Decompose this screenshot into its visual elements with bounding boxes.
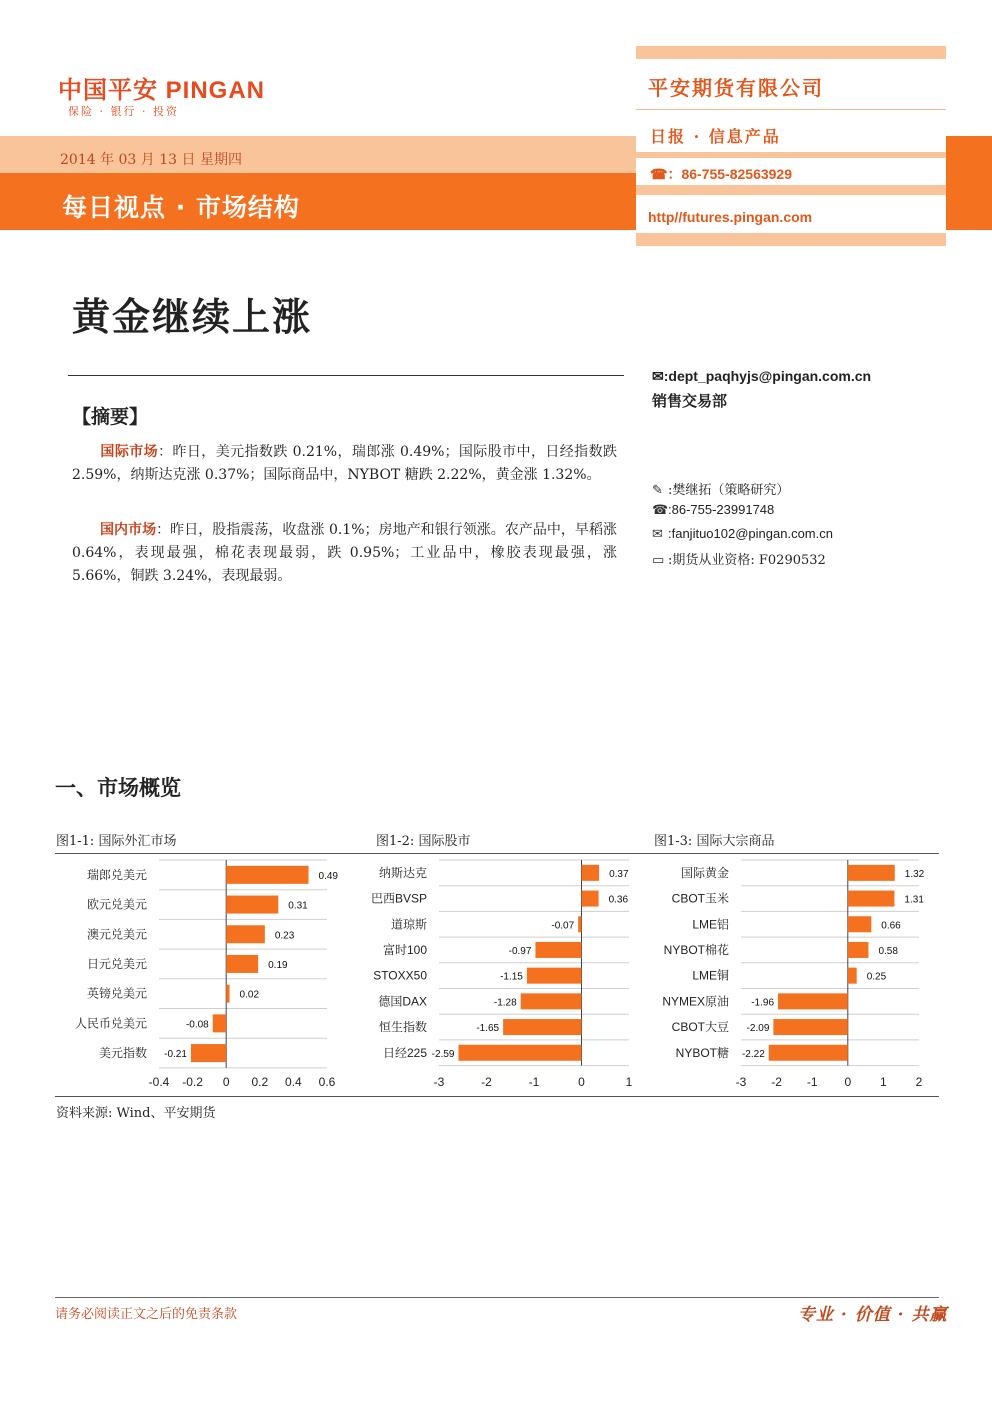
bar	[848, 942, 869, 958]
bar	[191, 1044, 226, 1062]
bar	[226, 955, 258, 973]
author-phone: ☎:86-755-23991748	[652, 502, 775, 517]
figure-caption-2: 图1-2: 国际股市	[376, 834, 471, 849]
category-label: 巴西BVSP	[370, 891, 427, 906]
tick-label: -3	[433, 1075, 445, 1089]
tick-label: 0.2	[251, 1075, 269, 1089]
value-label: 0.02	[239, 989, 260, 1001]
value-label: -0.21	[164, 1049, 187, 1061]
header-right-bar	[636, 233, 946, 246]
tick-label: -0.4	[148, 1075, 170, 1089]
value-label: 0.31	[288, 900, 308, 912]
value-label: -1.15	[500, 971, 523, 983]
department-name: 销售交易部	[652, 392, 728, 410]
pen-icon: ✎	[652, 483, 663, 498]
bar	[582, 891, 599, 907]
bar	[535, 942, 581, 958]
category-label: NYMEX原油	[662, 994, 729, 1009]
company-phone: ☎：86-755-82563929	[650, 166, 792, 182]
summary-domestic: 国内市场：昨日，股指震荡，收盘涨 0.1%；房地产和银行领涨。农产品中，早稻涨 0.64%，表现最强，棉花表现最弱，跌 0.95%；工业品中，橡胶表现最强，涨 5.66%，铜跌 3.24%，表现最弱。	[72, 522, 617, 584]
tick-label: -2	[771, 1075, 782, 1089]
category-label: CBOT大豆	[671, 1020, 729, 1035]
category-label: CBOT玉米	[671, 891, 729, 906]
commodity-market-chart	[645, 856, 939, 1092]
pingan-logo: 中国平安 PINGAN	[58, 77, 266, 104]
value-label: -0.08	[185, 1019, 209, 1031]
tick-label: 0	[844, 1075, 852, 1089]
bar	[503, 1019, 581, 1035]
bar	[226, 925, 265, 943]
divider	[636, 109, 946, 110]
value-label: 1.32	[904, 868, 925, 880]
value-label: -1.65	[476, 1023, 500, 1035]
category-label: 道琼斯	[390, 917, 427, 932]
phone-icon: ☎	[652, 502, 669, 517]
header-right-bar	[636, 152, 946, 158]
category-label: 欧元兑美元	[86, 897, 147, 912]
bar	[527, 968, 582, 984]
value-label: -1.28	[493, 997, 517, 1009]
category-label: 国际黄金	[680, 865, 729, 880]
tick-label: 1	[625, 1075, 633, 1089]
author-name: ✎ :樊继拓（策略研究）	[652, 483, 790, 498]
header-right-bar	[636, 46, 946, 59]
bar	[778, 993, 848, 1009]
figure-top-rule	[55, 853, 939, 854]
summary-heading: 【摘要】	[72, 406, 149, 428]
header-right-edge	[946, 136, 992, 230]
tick-label: 0.4	[285, 1075, 302, 1089]
value-label: 0.37	[609, 868, 629, 880]
category-label: 日元兑美元	[86, 956, 147, 971]
category-label: 人民币兑美元	[74, 1016, 147, 1031]
value-label: 0.25	[866, 971, 887, 983]
stock-market-chart	[355, 856, 645, 1092]
page-title: 黄金继续上涨	[72, 295, 313, 339]
department-email[interactable]: ✉:dept_paqhyjs@pingan.com.cn	[652, 368, 872, 384]
report-series: 每日视点 · 市场结构	[62, 193, 300, 222]
category-label: 恒生指数	[378, 1020, 427, 1035]
bar	[769, 1045, 848, 1061]
value-label: 1.31	[904, 894, 924, 906]
header-right-bar	[636, 185, 946, 195]
title-divider	[68, 375, 624, 376]
tick-label: 0	[222, 1075, 230, 1089]
footer-rule	[55, 1297, 939, 1298]
fx-market-chart	[55, 856, 355, 1092]
disclaimer-link[interactable]: 请务必阅读正文之后的免责条款	[55, 1307, 238, 1322]
tick-label: -1	[528, 1075, 540, 1089]
bar	[848, 968, 857, 984]
value-label: -2.22	[741, 1048, 765, 1060]
category-label: 美元指数	[98, 1046, 147, 1061]
category-label: 德国DAX	[378, 994, 427, 1009]
figure-bottom-rule	[55, 1096, 939, 1097]
bar	[521, 993, 582, 1009]
tick-label: 0	[578, 1075, 585, 1089]
tick-label: 0.6	[318, 1075, 336, 1089]
section-title: 一、市场概览	[55, 776, 181, 800]
category-label: 英镑兑美元	[86, 986, 147, 1001]
mail-icon: ✉	[652, 526, 663, 541]
value-label: 0.23	[274, 930, 295, 942]
bar	[226, 896, 278, 914]
category-label: NYBOT棉花	[663, 942, 729, 957]
company-name: 平安期货有限公司	[648, 76, 824, 100]
intl-label: 国际市场	[100, 444, 159, 460]
value-label: -1.96	[751, 997, 775, 1009]
product-type: 日报 · 信息产品	[650, 127, 781, 146]
figure-caption-1: 图1-1: 国际外汇市场	[56, 834, 177, 849]
value-label: -0.07	[551, 920, 575, 932]
category-label: STOXX50	[373, 968, 427, 983]
figure-caption-3: 图1-3: 国际大宗商品	[654, 834, 775, 849]
tick-label: 2	[915, 1075, 923, 1089]
summary-international: 国际市场：昨日，美元指数跌 0.21%，瑞郎涨 0.49%；国际股市中，日经指数跌 2.59%，纳斯达克涨 0.37%；国际商品中，NYBOT 糖跌 2.22%，黄金涨 1.32%。	[72, 444, 617, 483]
author-email[interactable]: ✉ :fanjituo102@pingan.com.cn	[652, 526, 833, 541]
tick-label: -0.2	[182, 1075, 203, 1089]
book-icon: ▭	[652, 553, 665, 568]
tick-label: -3	[735, 1075, 747, 1089]
company-url[interactable]: http//futures.pingan.com	[648, 209, 813, 225]
value-label: -2.59	[431, 1048, 455, 1060]
logo-tagline: 保险 · 银行 · 投资	[68, 105, 179, 118]
category-label: 澳元兑美元	[86, 927, 147, 942]
category-label: 瑞郎兑美元	[86, 867, 147, 882]
value-label: 0.19	[268, 959, 288, 971]
bar	[582, 865, 600, 881]
bar	[213, 1014, 226, 1032]
value-label: -2.09	[746, 1023, 770, 1035]
phone-icon: ☎	[650, 166, 668, 182]
category-label: NYBOT糖	[675, 1045, 729, 1060]
bar	[848, 891, 895, 907]
tick-label: 1	[880, 1075, 887, 1089]
tick-label: -2	[481, 1075, 492, 1089]
category-label: 纳斯达克	[378, 865, 427, 880]
mail-icon: ✉	[652, 368, 664, 384]
bar	[226, 985, 229, 1003]
bar	[578, 916, 581, 932]
bar	[458, 1045, 581, 1061]
value-label: 0.66	[881, 920, 901, 932]
bar	[773, 1019, 847, 1035]
bar	[848, 865, 895, 881]
tick-label: -1	[806, 1075, 818, 1089]
value-label: -0.97	[508, 945, 532, 957]
bar	[226, 866, 308, 884]
category-label: LME铝	[692, 917, 729, 932]
bar	[848, 916, 871, 932]
value-label: 0.49	[318, 870, 338, 882]
value-label: 0.36	[608, 894, 629, 906]
value-label: 0.58	[878, 945, 898, 957]
category-label: 富时100	[382, 942, 427, 957]
author-license: ▭ :期货从业资格: F0290532	[652, 553, 826, 568]
data-source: 资料来源: Wind、平安期货	[56, 1106, 216, 1121]
category-label: LME铜	[692, 968, 729, 983]
footer-slogan: 专业 · 价值 · 共赢	[798, 1305, 948, 1325]
category-label: 日经225	[382, 1045, 427, 1060]
report-date: 2014 年 03 月 13 日 星期四	[60, 152, 242, 168]
dom-label: 国内市场	[100, 522, 157, 538]
